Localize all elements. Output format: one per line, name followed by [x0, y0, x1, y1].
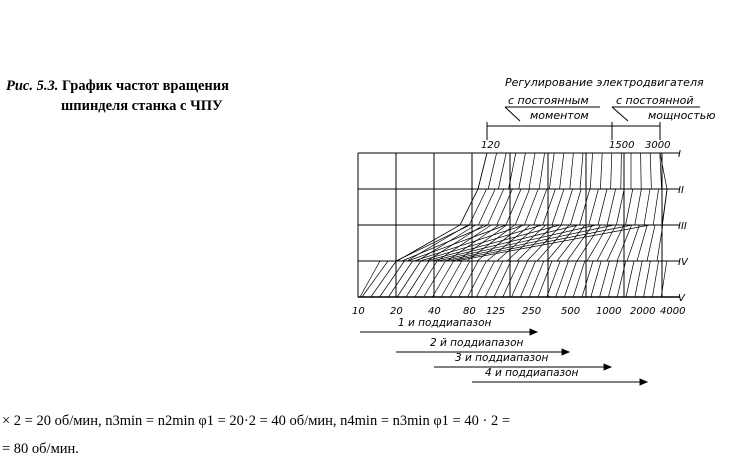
speed-ray	[432, 225, 578, 261]
speed-ray	[608, 261, 617, 297]
speed-ray	[520, 261, 535, 297]
speed-ray	[607, 189, 615, 225]
constant-power-label-2: мощностью	[648, 109, 716, 122]
speed-ray	[652, 261, 658, 297]
speed-ray	[432, 261, 453, 297]
speed-ray	[441, 261, 462, 297]
speed-ray	[621, 153, 622, 189]
bottom-value-500: 500	[561, 306, 581, 317]
shaft-label-iv: IV	[678, 257, 688, 268]
speed-ray	[549, 153, 554, 189]
speed-ray	[450, 261, 470, 297]
speed-ray	[360, 261, 380, 297]
speed-ray	[589, 189, 599, 225]
speed-ray	[456, 225, 650, 261]
shaft-label-i: I	[678, 149, 681, 160]
bottom-value-1000: 1000	[596, 306, 622, 317]
speed-ray	[647, 225, 655, 261]
caption-line-1: График частот вращения	[61, 78, 229, 94]
speed-ray	[538, 261, 552, 297]
speed-ray	[616, 189, 624, 225]
speed-ray	[547, 261, 560, 297]
speed-ray	[637, 225, 647, 261]
bottom-value-10: 10	[352, 306, 365, 317]
speed-ray	[626, 261, 634, 297]
bottom-value-2000: 2000	[630, 306, 656, 317]
speed-ray	[506, 189, 521, 225]
speed-ray	[503, 261, 519, 297]
speed-ray	[635, 261, 642, 297]
top-value-1500: 1500	[609, 140, 635, 151]
speed-ray	[524, 189, 538, 225]
speed-ray	[438, 225, 596, 261]
speed-ray	[460, 189, 478, 225]
bottom-value-250: 250	[522, 306, 542, 317]
speed-ray	[529, 261, 544, 297]
subrange-2-label: 2 й поддиапазон	[430, 337, 524, 349]
speed-ray	[468, 261, 487, 297]
speed-ray	[488, 153, 496, 189]
speed-ray	[600, 261, 610, 297]
speed-ray	[580, 189, 590, 225]
speed-ray	[529, 153, 535, 189]
speed-ray	[627, 225, 639, 261]
speed-ray	[590, 153, 592, 189]
speed-ray	[570, 189, 581, 225]
formula-line-2: = 80 об/мин.	[2, 441, 79, 457]
caption-line-2: шпинделя станка с ЧПУ	[61, 98, 223, 114]
subrange-3-label: 3 и поддиапазон	[455, 352, 549, 364]
speed-ray	[600, 153, 602, 189]
speed-ray	[397, 225, 460, 261]
bottom-value-4000: 4000	[660, 306, 686, 317]
speed-ray	[662, 189, 667, 225]
speed-ray	[539, 153, 544, 189]
speed-ray	[635, 189, 642, 225]
speed-ray	[644, 189, 650, 225]
speed-ray	[582, 261, 593, 297]
speed-ray	[561, 189, 572, 225]
speed-ray	[626, 189, 633, 225]
speed-ray	[519, 153, 526, 189]
speed-ray	[478, 153, 487, 189]
bottom-value-80: 80	[463, 306, 476, 317]
formula-line-1: × 2 = 20 об/мин, n3min = n2min φ1 = 20·2 = 40 об/мин, n4min = n3min φ1 = 40 · 2 =	[2, 413, 510, 429]
figure-number: 5.3.	[36, 78, 59, 94]
constant-torque-label-1: с постоянным	[508, 94, 589, 107]
subrange-4-label: 4 и поддиапазон	[485, 367, 579, 379]
subrange-1-label: 1 и поддиапазон	[398, 317, 492, 329]
speed-ray	[650, 153, 651, 189]
speed-ray	[641, 153, 642, 189]
speed-ray	[560, 153, 564, 189]
speed-ray	[653, 189, 658, 225]
speed-ray	[591, 261, 601, 297]
speed-ray	[512, 261, 528, 297]
regulation-title: Регулирование электродвигателя	[505, 76, 704, 89]
shaft-label-iii: III	[678, 221, 687, 232]
speed-ray	[476, 261, 494, 297]
shaft-label-v: V	[678, 293, 685, 304]
constant-torque-label-2: моментом	[530, 109, 589, 122]
speed-ray	[580, 153, 583, 189]
speed-ray	[570, 153, 574, 189]
bottom-value-40: 40	[428, 306, 441, 317]
bottom-value-20: 20	[390, 306, 403, 317]
speed-ray	[485, 261, 503, 297]
speed-ray	[498, 153, 506, 189]
speed-ray	[644, 261, 651, 297]
speed-ray	[459, 261, 478, 297]
top-value-3000: 3000	[645, 140, 671, 151]
bottom-value-125: 125	[486, 306, 506, 317]
constant-power-label-1: с постоянной	[616, 94, 694, 107]
speed-ray	[617, 261, 626, 297]
shaft-label-ii: II	[678, 185, 684, 196]
speed-ray	[478, 189, 495, 225]
speed-ray	[488, 189, 504, 225]
speed-ray	[494, 261, 511, 297]
formula-text	[2, 407, 740, 463]
speed-ray	[420, 225, 542, 261]
speed-ray	[611, 153, 612, 189]
speed-ray	[598, 189, 607, 225]
speed-ray	[515, 189, 529, 225]
figure-label: Рис.	[6, 78, 33, 94]
top-value-120: 120	[481, 140, 501, 151]
